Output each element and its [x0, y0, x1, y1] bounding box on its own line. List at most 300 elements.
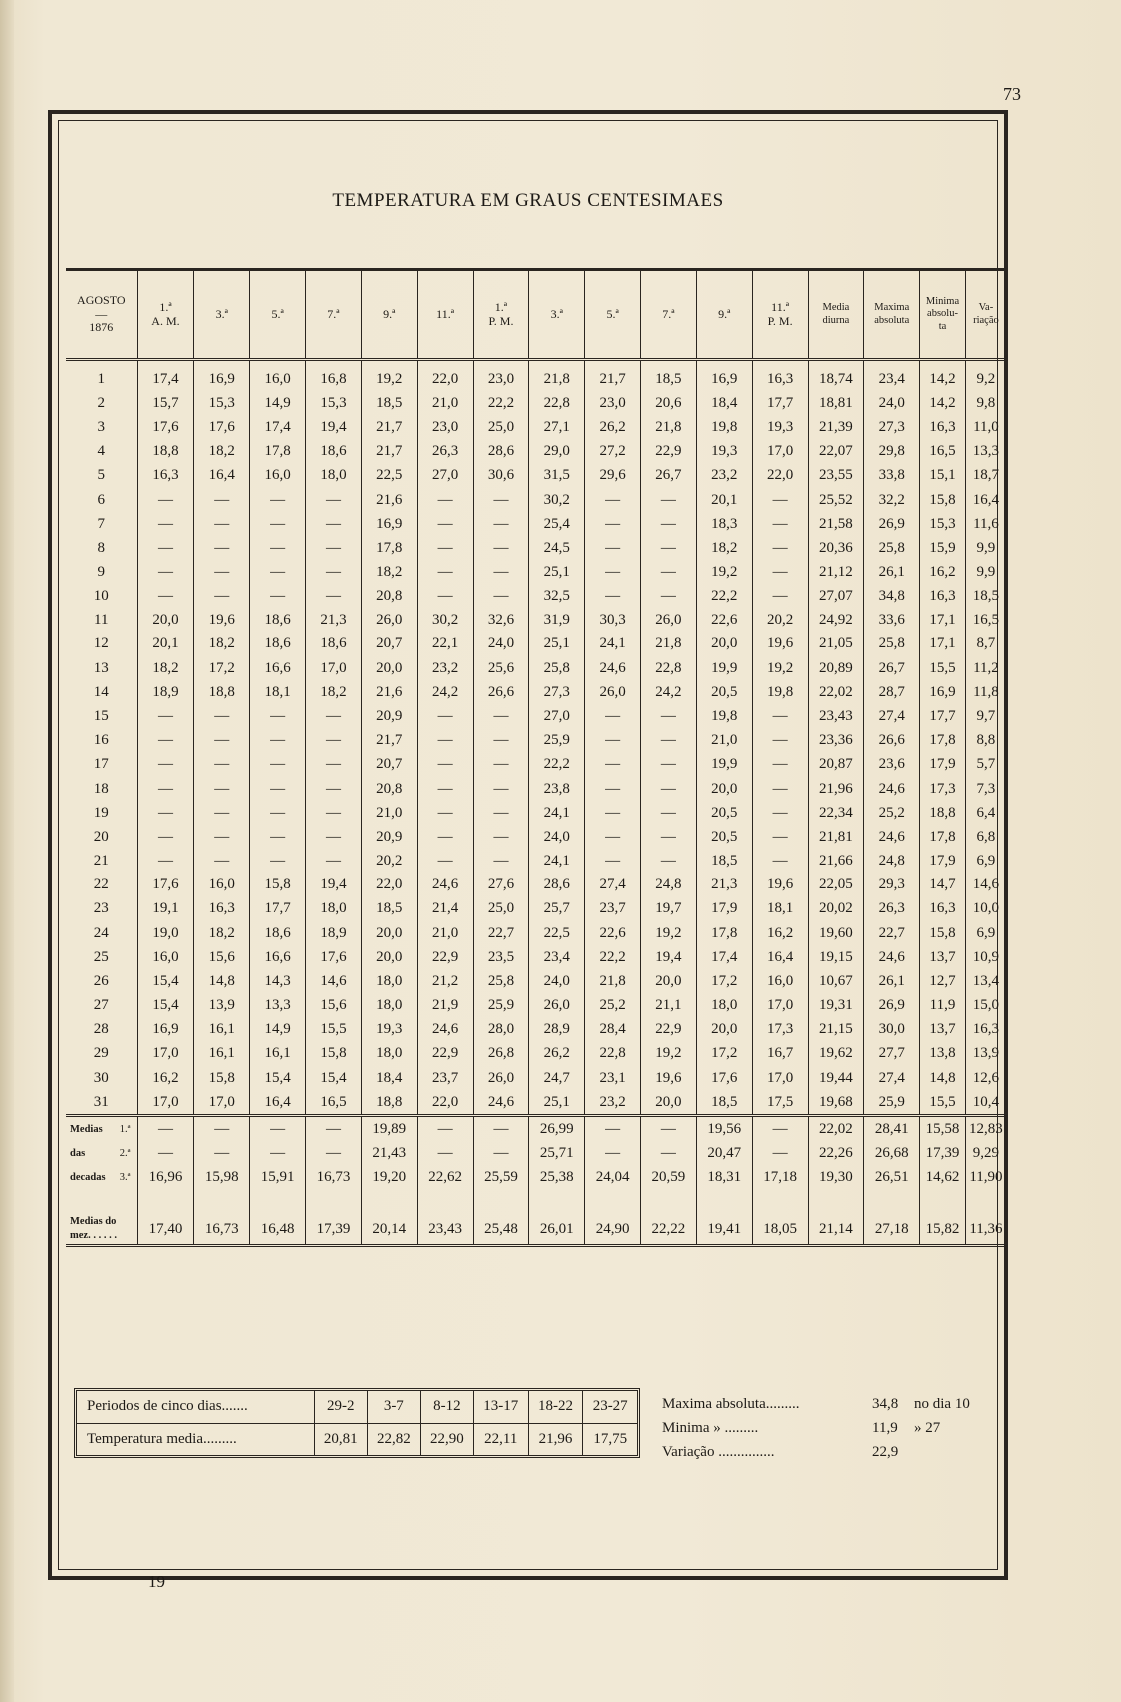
value-cell: —	[752, 1142, 808, 1166]
sheet-number: 19	[148, 1572, 165, 1591]
value-cell: 17,0	[137, 1090, 194, 1116]
value-cell: —	[417, 729, 473, 753]
value-cell: 9,9	[965, 536, 1006, 560]
value-cell: —	[641, 1116, 697, 1142]
value-cell: 19,2	[641, 1042, 697, 1066]
value-cell: —	[417, 1116, 473, 1142]
monthly-mean-row	[66, 1214, 1006, 1246]
value-cell: 20,0	[696, 1018, 752, 1042]
day-cell: 1	[97, 370, 106, 387]
table-row	[66, 1066, 1006, 1090]
decade-label	[66, 1116, 137, 1142]
value-cell: 15,4	[137, 994, 194, 1018]
value-cell: 21,05	[808, 632, 864, 656]
period-range: 29-2	[314, 1391, 367, 1423]
value-cell: —	[417, 704, 473, 728]
value-cell: 15,5	[920, 656, 966, 680]
value-cell: —	[417, 825, 473, 849]
value-cell: 28,6	[473, 440, 529, 464]
value-cell: 18,5	[641, 360, 697, 392]
period-temp: 21,96	[528, 1423, 583, 1455]
value-cell: 24,0	[529, 825, 585, 849]
spacer-cell	[641, 1190, 697, 1214]
hour-header: 5.ª	[585, 270, 641, 360]
value-cell: 21,14	[808, 1214, 864, 1246]
day-cell: 3	[97, 418, 106, 435]
value-cell: 5,7	[965, 753, 1006, 777]
period-range: 23-27	[583, 1391, 637, 1423]
value-cell: 30,6	[473, 464, 529, 488]
value-cell: —	[194, 729, 250, 753]
table-row	[66, 777, 1006, 801]
value-cell: 22,7	[473, 921, 529, 945]
value-cell: —	[752, 825, 808, 849]
value-cell: 16,3	[752, 360, 808, 392]
value-cell: —	[306, 488, 362, 512]
period-range: 8-12	[420, 1391, 473, 1423]
value-cell: 13,3	[250, 994, 306, 1018]
day-cell: 10	[93, 588, 109, 605]
value-cell: 19,41	[696, 1214, 752, 1246]
value-cell: —	[752, 561, 808, 585]
value-cell: 27,3	[864, 415, 920, 439]
value-cell: 27,07	[808, 585, 864, 609]
value-cell: 25,38	[529, 1166, 585, 1190]
value-cell: 26,51	[864, 1166, 920, 1190]
value-cell: —	[306, 729, 362, 753]
value-cell: 19,3	[361, 1018, 417, 1042]
value-cell: 18,2	[137, 656, 194, 680]
day-cell: 20	[93, 828, 109, 845]
value-cell: —	[194, 777, 250, 801]
value-cell: 17,4	[696, 945, 752, 969]
value-cell: 15,98	[194, 1166, 250, 1190]
value-cell: —	[194, 801, 250, 825]
value-cell: 22,9	[417, 1042, 473, 1066]
value-cell: 20,8	[361, 585, 417, 609]
value-cell: 28,7	[864, 680, 920, 704]
value-cell: 16,9	[920, 680, 966, 704]
value-cell: —	[641, 536, 697, 560]
value-cell: —	[250, 488, 306, 512]
value-cell: 22,34	[808, 801, 864, 825]
daily-rows	[66, 360, 1006, 1116]
value-cell: —	[250, 1116, 306, 1142]
value-cell: 16,3	[137, 464, 194, 488]
value-cell: 21,58	[808, 512, 864, 536]
value-cell: 24,90	[585, 1214, 641, 1246]
value-cell: 22,5	[529, 921, 585, 945]
value-cell: 21,4	[417, 897, 473, 921]
value-cell: 22,02	[808, 680, 864, 704]
value-cell: —	[641, 512, 697, 536]
value-cell: 17,6	[306, 945, 362, 969]
value-cell: 21,6	[361, 680, 417, 704]
value-cell: 33,8	[864, 464, 920, 488]
value-cell: 8,8	[965, 729, 1006, 753]
value-cell: 25,59	[473, 1166, 529, 1190]
hour-header: 9.ª	[696, 270, 752, 360]
value-cell: 26,9	[864, 512, 920, 536]
value-cell: 17,40	[137, 1214, 194, 1246]
spacer-cell	[529, 1190, 585, 1214]
value-cell: 24,92	[808, 609, 864, 632]
value-cell: —	[137, 729, 194, 753]
value-cell: 21,9	[417, 994, 473, 1018]
value-cell: 20,9	[361, 704, 417, 728]
extremes-summary	[662, 1392, 1002, 1464]
value-cell: —	[417, 561, 473, 585]
value-cell: 14,9	[250, 391, 306, 415]
value-cell: 21,8	[529, 360, 585, 392]
value-cell: 18,5	[696, 1090, 752, 1116]
value-cell: 20,0	[696, 777, 752, 801]
value-cell: —	[641, 850, 697, 873]
value-cell: 17,9	[920, 850, 966, 873]
value-cell: 18,2	[361, 561, 417, 585]
value-cell: 13,7	[920, 1018, 966, 1042]
value-cell: 14,3	[250, 969, 306, 993]
value-cell: 9,29	[965, 1142, 1006, 1166]
value-cell: —	[417, 536, 473, 560]
value-cell: 28,9	[529, 1018, 585, 1042]
value-cell: 17,4	[137, 360, 194, 392]
value-cell: 16,0	[137, 945, 194, 969]
value-cell: 18,2	[194, 632, 250, 656]
value-cell: 26,2	[529, 1042, 585, 1066]
value-cell: 18,31	[696, 1166, 752, 1190]
value-cell: 25,52	[808, 488, 864, 512]
value-cell: 21,7	[361, 415, 417, 439]
value-cell: 28,41	[864, 1116, 920, 1142]
value-cell: 19,4	[306, 873, 362, 897]
value-cell: 19,4	[641, 945, 697, 969]
value-cell: 27,0	[417, 464, 473, 488]
value-cell: 22,8	[585, 1042, 641, 1066]
value-cell: 19,9	[696, 753, 752, 777]
value-cell: —	[306, 1116, 362, 1142]
value-cell: —	[250, 704, 306, 728]
value-cell: 9,2	[965, 360, 1006, 392]
value-cell: 22,02	[808, 1116, 864, 1142]
value-cell: —	[137, 488, 194, 512]
value-cell: 19,62	[808, 1042, 864, 1066]
value-cell: 33,6	[864, 609, 920, 632]
value-cell: 19,68	[808, 1090, 864, 1116]
value-cell: 28,0	[473, 1018, 529, 1042]
value-cell: 15,4	[306, 1066, 362, 1090]
value-cell: 26,3	[417, 440, 473, 464]
value-cell: 27,3	[529, 680, 585, 704]
value-cell: 22,2	[585, 945, 641, 969]
value-cell: 25,6	[473, 656, 529, 680]
value-cell: 21,6	[361, 488, 417, 512]
value-cell: 25,8	[529, 656, 585, 680]
value-cell: 24,6	[585, 656, 641, 680]
value-cell: —	[752, 1116, 808, 1142]
value-cell: 22,7	[864, 921, 920, 945]
value-cell: 19,6	[752, 873, 808, 897]
value-cell: 28,4	[585, 1018, 641, 1042]
value-cell: 21,43	[361, 1142, 417, 1166]
value-cell: 15,8	[306, 1042, 362, 1066]
value-cell: 20,5	[696, 680, 752, 704]
monthly-label-line: mez. . . . . .	[70, 1230, 117, 1241]
value-cell: 22,05	[808, 873, 864, 897]
value-cell: 16,1	[250, 1042, 306, 1066]
value-cell: 26,6	[473, 680, 529, 704]
month-label: AGOSTO	[77, 292, 126, 307]
value-cell: 24,2	[641, 680, 697, 704]
value-cell: —	[306, 825, 362, 849]
value-cell: 26,3	[864, 897, 920, 921]
value-cell: 19,15	[808, 945, 864, 969]
day-cell: 27	[93, 997, 109, 1014]
value-cell: 24,2	[417, 680, 473, 704]
value-cell: 22,07	[808, 440, 864, 464]
value-cell: —	[641, 704, 697, 728]
value-cell: 18,2	[194, 440, 250, 464]
value-cell: —	[473, 729, 529, 753]
value-cell: —	[194, 488, 250, 512]
value-cell: 22,5	[361, 464, 417, 488]
value-cell: —	[641, 561, 697, 585]
value-cell: 17,0	[752, 440, 808, 464]
value-cell: 15,3	[194, 391, 250, 415]
value-cell: 11,2	[965, 656, 1006, 680]
value-cell: —	[752, 488, 808, 512]
value-cell: 22,1	[417, 632, 473, 656]
maxima-note: no dia 10	[914, 1396, 970, 1412]
value-cell: 21,81	[808, 825, 864, 849]
value-cell: 24,8	[864, 850, 920, 873]
value-cell: 18,0	[306, 464, 362, 488]
value-cell: —	[752, 704, 808, 728]
day-cell: 19	[93, 804, 109, 821]
table-row	[66, 585, 1006, 609]
table-row	[66, 994, 1006, 1018]
value-cell: 17,0	[306, 656, 362, 680]
value-cell: 21,3	[696, 873, 752, 897]
value-cell: —	[250, 561, 306, 585]
variacao-value: 22,9	[872, 1444, 899, 1460]
value-cell: 17,8	[250, 440, 306, 464]
table-row	[66, 360, 1006, 392]
value-cell: —	[473, 488, 529, 512]
value-cell: 15,9	[920, 536, 966, 560]
value-cell: 16,48	[250, 1214, 306, 1246]
period-temp: 22,11	[473, 1423, 528, 1455]
value-cell: 18,81	[808, 391, 864, 415]
value-cell: 26,9	[864, 994, 920, 1018]
value-cell: —	[473, 753, 529, 777]
value-cell: 16,9	[137, 1018, 194, 1042]
value-cell: 20,9	[361, 825, 417, 849]
value-cell: 15,4	[137, 969, 194, 993]
decade-label	[66, 1142, 137, 1166]
value-cell: 18,7	[965, 464, 1006, 488]
value-cell: 13,4	[965, 969, 1006, 993]
value-cell: 13,7	[920, 945, 966, 969]
value-cell: —	[641, 585, 697, 609]
value-cell: 17,2	[194, 656, 250, 680]
value-cell: —	[473, 801, 529, 825]
value-cell: —	[641, 753, 697, 777]
value-cell: 21,7	[585, 360, 641, 392]
value-cell: 14,8	[194, 969, 250, 993]
value-cell: —	[473, 512, 529, 536]
value-cell: —	[250, 1142, 306, 1166]
value-cell: 16,3	[965, 1018, 1006, 1042]
value-cell: 25,8	[864, 632, 920, 656]
variacao-label: Variação ...............	[662, 1444, 775, 1460]
value-cell: —	[417, 777, 473, 801]
value-cell: 27,0	[529, 704, 585, 728]
value-cell: 13,9	[965, 1042, 1006, 1066]
value-cell: 25,71	[529, 1142, 585, 1166]
value-cell: —	[250, 585, 306, 609]
value-cell: 27,4	[864, 1066, 920, 1090]
value-cell: —	[585, 512, 641, 536]
periods-box	[74, 1388, 640, 1458]
value-cell: —	[306, 753, 362, 777]
value-cell: 15,4	[250, 1066, 306, 1090]
book-spine	[0, 0, 14, 1702]
spacer-cell	[752, 1190, 808, 1214]
value-cell: —	[194, 753, 250, 777]
value-cell: 27,1	[529, 415, 585, 439]
value-cell: 17,3	[920, 777, 966, 801]
day-cell: 28	[93, 1021, 109, 1038]
value-cell: 11,90	[965, 1166, 1006, 1190]
value-cell: 20,1	[696, 488, 752, 512]
value-cell: 21,3	[306, 609, 362, 632]
spacer-cell	[696, 1190, 752, 1214]
value-cell: 31,9	[529, 609, 585, 632]
value-cell: 25,9	[473, 994, 529, 1018]
table-row	[66, 729, 1006, 753]
value-cell: 26,6	[864, 729, 920, 753]
value-cell: 20,5	[696, 825, 752, 849]
value-cell: 24,5	[529, 536, 585, 560]
value-cell: 24,6	[473, 1090, 529, 1116]
value-cell: 19,9	[696, 656, 752, 680]
value-cell: 23,0	[417, 415, 473, 439]
value-cell: 31,5	[529, 464, 585, 488]
minima-value: 11,9	[872, 1420, 898, 1436]
value-cell: 21,8	[641, 415, 697, 439]
period-range: 3-7	[367, 1391, 420, 1423]
value-cell: —	[250, 512, 306, 536]
value-cell: 23,43	[808, 704, 864, 728]
day-cell: 24	[93, 924, 109, 941]
value-cell: 24,6	[417, 1018, 473, 1042]
value-cell: 23,7	[585, 897, 641, 921]
value-cell: —	[194, 585, 250, 609]
table-row	[66, 873, 1006, 897]
value-cell: —	[473, 704, 529, 728]
value-cell: 23,43	[417, 1214, 473, 1246]
value-cell: 20,7	[361, 632, 417, 656]
value-cell: 15,6	[306, 994, 362, 1018]
value-cell: 21,0	[696, 729, 752, 753]
value-cell: 16,3	[194, 897, 250, 921]
day-cell: 18	[93, 780, 109, 797]
table-row	[66, 632, 1006, 656]
period-range: 18-22	[528, 1391, 583, 1423]
value-cell: —	[473, 1142, 529, 1166]
value-cell: 23,2	[417, 656, 473, 680]
value-cell: 16,0	[194, 873, 250, 897]
value-cell: —	[417, 512, 473, 536]
day-cell: 25	[93, 948, 109, 965]
value-cell: 17,0	[194, 1090, 250, 1116]
value-cell: 15,8	[250, 873, 306, 897]
value-cell: 23,5	[473, 945, 529, 969]
value-cell: 22,6	[585, 921, 641, 945]
value-cell: 15,5	[920, 1090, 966, 1116]
value-cell: 18,6	[306, 632, 362, 656]
table-row	[66, 512, 1006, 536]
value-cell: 20,0	[696, 632, 752, 656]
table-row	[66, 1018, 1006, 1042]
value-cell: 20,14	[361, 1214, 417, 1246]
value-cell: 20,47	[696, 1142, 752, 1166]
value-cell: 23,1	[585, 1066, 641, 1090]
value-cell: —	[641, 1142, 697, 1166]
value-cell: 16,2	[752, 921, 808, 945]
spacer-cell	[66, 1190, 137, 1214]
value-cell: 19,1	[137, 897, 194, 921]
table-row	[66, 464, 1006, 488]
value-cell: 17,8	[696, 921, 752, 945]
value-cell: 17,8	[920, 729, 966, 753]
value-cell: —	[137, 512, 194, 536]
day-cell: 16	[93, 732, 109, 749]
value-cell: —	[137, 777, 194, 801]
value-cell: 11,9	[920, 994, 966, 1018]
value-cell: 18,5	[696, 850, 752, 873]
value-cell: 16,0	[250, 360, 306, 392]
value-cell: —	[250, 729, 306, 753]
value-cell: 19,60	[808, 921, 864, 945]
value-cell: —	[417, 753, 473, 777]
decade-ordinal: 1.ª	[119, 1124, 131, 1136]
table-row	[66, 656, 1006, 680]
value-cell: 6,8	[965, 825, 1006, 849]
value-cell: 21,7	[361, 729, 417, 753]
value-cell: 18,3	[696, 512, 752, 536]
value-cell: 14,2	[920, 391, 966, 415]
value-cell: 25,8	[473, 969, 529, 993]
value-cell: —	[137, 801, 194, 825]
value-cell: 21,12	[808, 561, 864, 585]
table-row	[66, 561, 1006, 585]
value-cell: —	[306, 512, 362, 536]
value-cell: —	[194, 1116, 250, 1142]
value-cell: 19,8	[696, 415, 752, 439]
maxima-absoluta-header: Maxima absoluta	[864, 270, 920, 360]
value-cell: 17,8	[920, 825, 966, 849]
table-row	[66, 488, 1006, 512]
value-cell: 16,5	[920, 440, 966, 464]
table-row	[66, 850, 1006, 873]
value-cell: 20,8	[361, 777, 417, 801]
value-cell: 20,89	[808, 656, 864, 680]
value-cell: 16,7	[752, 1042, 808, 1066]
value-cell: 17,9	[696, 897, 752, 921]
value-cell: —	[417, 850, 473, 873]
